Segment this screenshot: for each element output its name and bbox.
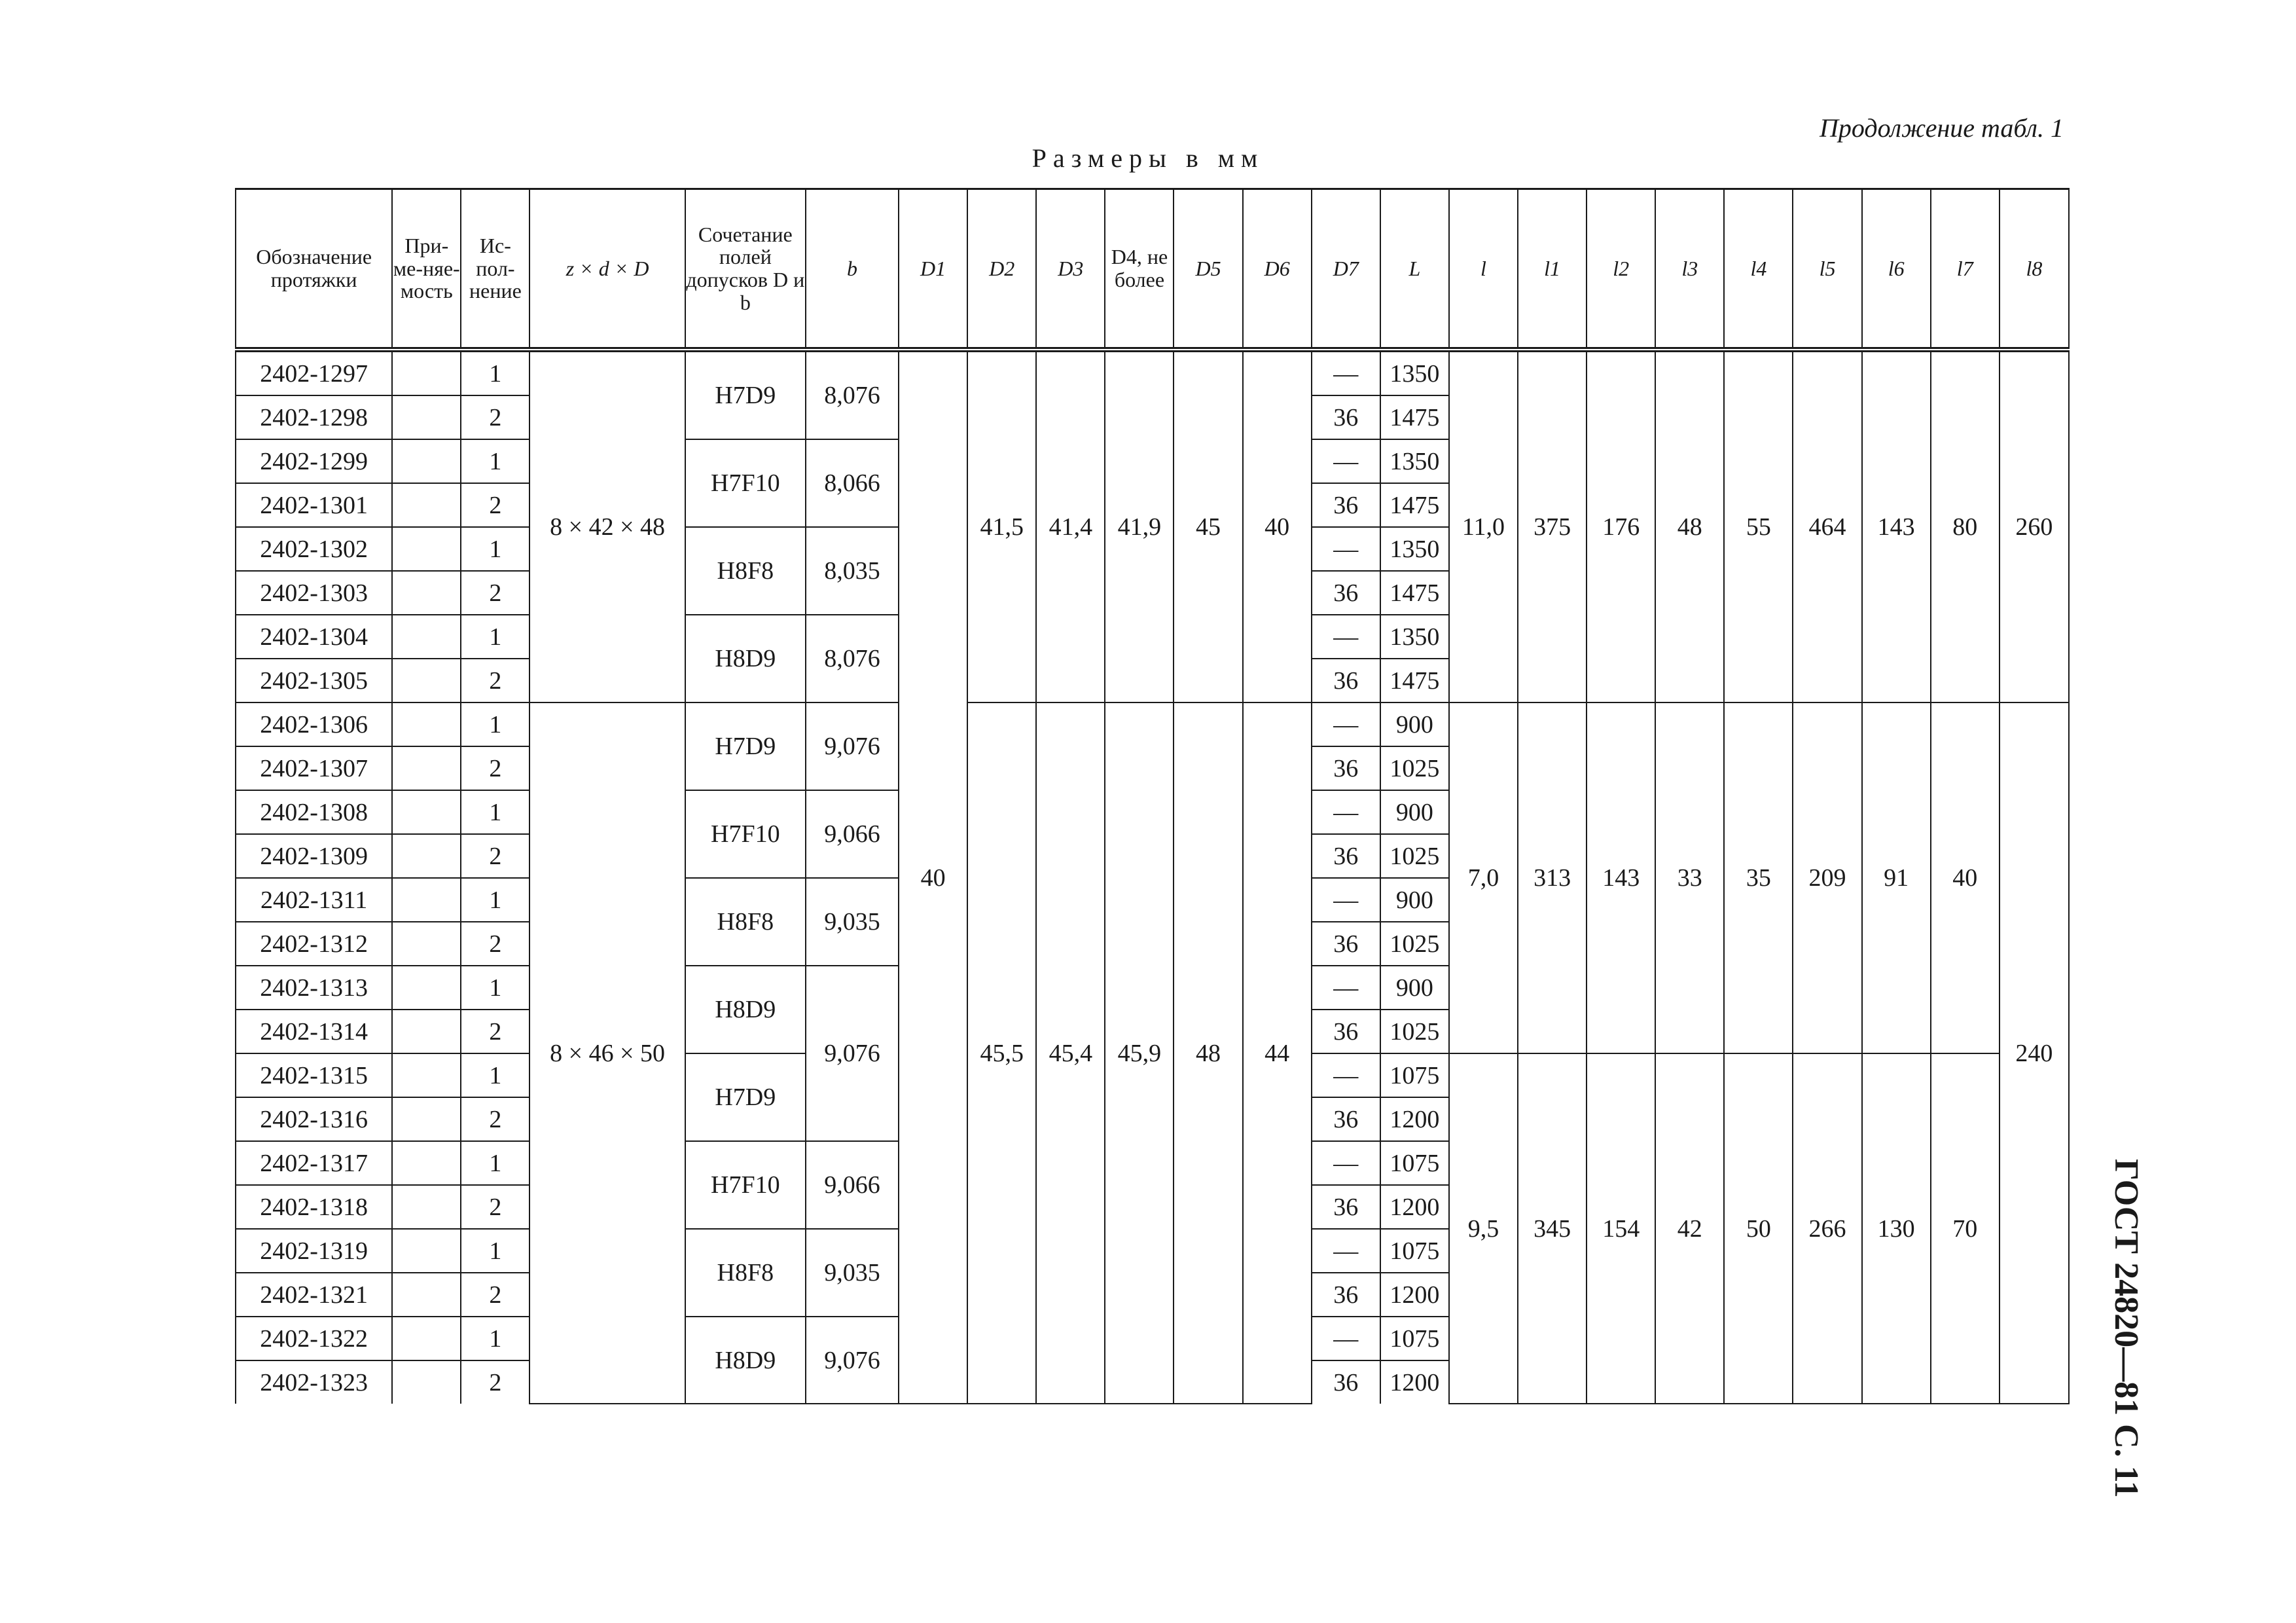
l2-cell: 176 [1587, 350, 1655, 702]
header-b: b [806, 189, 899, 350]
b-cell: 9,066 [806, 790, 899, 878]
designation-cell: 2402-1303 [236, 571, 392, 615]
applicability-cell [392, 922, 461, 966]
l6-cell: 91 [1862, 702, 1931, 1053]
L-cell: 1475 [1380, 483, 1449, 527]
l6-cell: 130 [1862, 1053, 1931, 1404]
b-cell: 9,066 [806, 1141, 899, 1229]
designation-cell: 2402-1299 [236, 439, 392, 483]
table-row [236, 350, 2069, 395]
tolerance-cell: H7D9 [685, 1053, 806, 1141]
D3-cell: 45,4 [1036, 702, 1105, 1404]
b-cell: 9,076 [806, 966, 899, 1141]
l3-cell: 48 [1655, 350, 1724, 702]
applicability-cell [392, 527, 461, 571]
l7-cell: 70 [1931, 1053, 2000, 1404]
execution-cell: 1 [461, 966, 529, 1010]
execution-cell: 2 [461, 834, 529, 878]
l1-cell: 375 [1518, 350, 1587, 702]
l6-cell: 143 [1862, 350, 1931, 702]
execution-cell: 1 [461, 350, 529, 395]
l5-cell: 266 [1793, 1053, 1861, 1404]
tolerance-cell: H7F10 [685, 790, 806, 878]
L-cell: 900 [1380, 878, 1449, 922]
execution-cell: 1 [461, 1141, 529, 1185]
designation-cell: 2402-1302 [236, 527, 392, 571]
l1-cell: 345 [1518, 1053, 1587, 1404]
b-cell: 9,076 [806, 702, 899, 790]
header-D5: D5 [1174, 189, 1242, 350]
designation-cell: 2402-1319 [236, 1229, 392, 1273]
L-cell: 1350 [1380, 439, 1449, 483]
designation-cell: 2402-1307 [236, 746, 392, 790]
l4-cell: 55 [1724, 350, 1793, 702]
execution-cell: 2 [461, 1185, 529, 1229]
D7-cell: — [1312, 878, 1380, 922]
tolerance-cell: H8D9 [685, 966, 806, 1053]
L-cell: 1025 [1380, 922, 1449, 966]
tolerance-cell: H7D9 [685, 350, 806, 439]
l5-cell: 209 [1793, 702, 1861, 1053]
designation-cell: 2402-1323 [236, 1360, 392, 1404]
D7-cell: — [1312, 439, 1380, 483]
header-l4: l4 [1724, 189, 1793, 350]
l2-cell: 154 [1587, 1053, 1655, 1404]
D7-cell: 36 [1312, 1360, 1380, 1404]
D7-cell: 36 [1312, 922, 1380, 966]
execution-cell: 1 [461, 1229, 529, 1273]
D4-cell: 41,9 [1105, 350, 1174, 702]
L-cell: 1075 [1380, 1053, 1449, 1097]
D7-cell: — [1312, 1053, 1380, 1097]
applicability-cell [392, 702, 461, 746]
applicability-cell [392, 615, 461, 659]
L-cell: 1475 [1380, 395, 1449, 439]
D7-cell: 36 [1312, 571, 1380, 615]
designation-cell: 2402-1311 [236, 878, 392, 922]
header-applicability: При-ме-няе-мость [392, 189, 461, 350]
D1-cell: 40 [899, 350, 967, 1404]
l7-cell: 40 [1931, 702, 2000, 1053]
L-cell: 1200 [1380, 1097, 1449, 1141]
execution-cell: 2 [461, 659, 529, 702]
execution-cell: 1 [461, 615, 529, 659]
L-cell: 1475 [1380, 659, 1449, 702]
designation-cell: 2402-1315 [236, 1053, 392, 1097]
D2-cell: 41,5 [967, 350, 1036, 702]
header-l5: l5 [1793, 189, 1861, 350]
applicability-cell [392, 395, 461, 439]
applicability-cell [392, 1097, 461, 1141]
D7-cell: — [1312, 1317, 1380, 1360]
header-l1: l1 [1518, 189, 1587, 350]
D7-cell: — [1312, 702, 1380, 746]
header-D4: D4, не более [1105, 189, 1174, 350]
applicability-cell [392, 1317, 461, 1360]
D7-cell: — [1312, 527, 1380, 571]
applicability-cell [392, 571, 461, 615]
D7-cell: 36 [1312, 659, 1380, 702]
execution-cell: 1 [461, 527, 529, 571]
header-l: l [1449, 189, 1518, 350]
L-cell: 1075 [1380, 1229, 1449, 1273]
D7-cell: — [1312, 1229, 1380, 1273]
l3-cell: 33 [1655, 702, 1724, 1053]
applicability-cell [392, 966, 461, 1010]
L-cell: 1350 [1380, 350, 1449, 395]
applicability-cell [392, 483, 461, 527]
tolerance-cell: H7F10 [685, 439, 806, 527]
designation-cell: 2402-1306 [236, 702, 392, 746]
b-cell: 8,076 [806, 350, 899, 439]
execution-cell: 1 [461, 1317, 529, 1360]
execution-cell: 1 [461, 878, 529, 922]
designation-cell: 2402-1318 [236, 1185, 392, 1229]
applicability-cell [392, 350, 461, 395]
header-l7: l7 [1931, 189, 2000, 350]
l-cell: 7,0 [1449, 702, 1518, 1053]
tolerance-cell: H7F10 [685, 1141, 806, 1229]
b-cell: 9,035 [806, 1229, 899, 1317]
header-D7: D7 [1312, 189, 1380, 350]
applicability-cell [392, 659, 461, 702]
header-designation: Обозначение протяжки [236, 189, 392, 350]
applicability-cell [392, 834, 461, 878]
applicability-cell [392, 1010, 461, 1053]
D7-cell: 36 [1312, 746, 1380, 790]
execution-cell: 2 [461, 483, 529, 527]
l2-cell: 143 [1587, 702, 1655, 1053]
L-cell: 1025 [1380, 834, 1449, 878]
header-D2: D2 [967, 189, 1036, 350]
designation-cell: 2402-1322 [236, 1317, 392, 1360]
D7-cell: 36 [1312, 1097, 1380, 1141]
execution-cell: 2 [461, 922, 529, 966]
applicability-cell [392, 790, 461, 834]
D7-cell: — [1312, 350, 1380, 395]
tolerance-cell: H8F8 [685, 878, 806, 966]
zdD-cell: 8 × 46 × 50 [529, 702, 685, 1404]
D7-cell: 36 [1312, 483, 1380, 527]
l5-cell: 464 [1793, 350, 1861, 702]
D7-cell: 36 [1312, 1185, 1380, 1229]
tolerance-cell: H8F8 [685, 1229, 806, 1317]
designation-cell: 2402-1308 [236, 790, 392, 834]
b-cell: 9,076 [806, 1317, 899, 1404]
L-cell: 1350 [1380, 527, 1449, 571]
D7-cell: — [1312, 790, 1380, 834]
execution-cell: 1 [461, 702, 529, 746]
header-l3: l3 [1655, 189, 1724, 350]
broach-dimensions-table [235, 188, 2070, 1404]
header-D6: D6 [1243, 189, 1312, 350]
header-zdD: z × d × D [529, 189, 685, 350]
designation-cell: 2402-1309 [236, 834, 392, 878]
L-cell: 1200 [1380, 1185, 1449, 1229]
b-cell: 8,076 [806, 615, 899, 702]
applicability-cell [392, 878, 461, 922]
designation-cell: 2402-1304 [236, 615, 392, 659]
l-cell: 9,5 [1449, 1053, 1518, 1404]
designation-cell: 2402-1297 [236, 350, 392, 395]
D5-cell: 48 [1174, 702, 1242, 1404]
header-l8: l8 [2000, 189, 2069, 350]
header-l2: l2 [1587, 189, 1655, 350]
l8-cell: 260 [2000, 350, 2069, 702]
L-cell: 1350 [1380, 615, 1449, 659]
designation-cell: 2402-1316 [236, 1097, 392, 1141]
standard-page-label: ГОСТ 24820—81 С. 11 [2108, 1159, 2145, 1498]
continuation-note: Продолжение табл. 1 [1819, 113, 2064, 143]
D5-cell: 45 [1174, 350, 1242, 702]
D7-cell: 36 [1312, 1273, 1380, 1317]
designation-cell: 2402-1298 [236, 395, 392, 439]
D7-cell: 36 [1312, 1010, 1380, 1053]
applicability-cell [392, 746, 461, 790]
l1-cell: 313 [1518, 702, 1587, 1053]
header-D1: D1 [899, 189, 967, 350]
header-execution: Ис-пол-нение [461, 189, 529, 350]
D7-cell: 36 [1312, 834, 1380, 878]
D7-cell: — [1312, 1141, 1380, 1185]
D4-cell: 45,9 [1105, 702, 1174, 1404]
b-cell: 8,035 [806, 527, 899, 615]
L-cell: 1475 [1380, 571, 1449, 615]
l3-cell: 42 [1655, 1053, 1724, 1404]
execution-cell: 2 [461, 1097, 529, 1141]
execution-cell: 1 [461, 1053, 529, 1097]
L-cell: 1025 [1380, 1010, 1449, 1053]
D6-cell: 44 [1243, 702, 1312, 1404]
tolerance-cell: H8D9 [685, 1317, 806, 1404]
L-cell: 1075 [1380, 1317, 1449, 1360]
execution-cell: 2 [461, 571, 529, 615]
l7-cell: 80 [1931, 350, 2000, 702]
L-cell: 1075 [1380, 1141, 1449, 1185]
execution-cell: 1 [461, 790, 529, 834]
header-L: L [1380, 189, 1449, 350]
header-l6: l6 [1862, 189, 1931, 350]
tolerance-cell: H8D9 [685, 615, 806, 702]
designation-cell: 2402-1314 [236, 1010, 392, 1053]
D3-cell: 41,4 [1036, 350, 1105, 702]
b-cell: 8,066 [806, 439, 899, 527]
header-D3: D3 [1036, 189, 1105, 350]
D7-cell: — [1312, 966, 1380, 1010]
L-cell: 1200 [1380, 1360, 1449, 1404]
applicability-cell [392, 1273, 461, 1317]
execution-cell: 2 [461, 1010, 529, 1053]
execution-cell: 1 [461, 439, 529, 483]
execution-cell: 2 [461, 1360, 529, 1404]
table-header-row [236, 189, 2069, 350]
L-cell: 900 [1380, 790, 1449, 834]
l4-cell: 35 [1724, 702, 1793, 1053]
D7-cell: — [1312, 615, 1380, 659]
zdD-cell: 8 × 42 × 48 [529, 350, 685, 702]
execution-cell: 2 [461, 395, 529, 439]
tolerance-cell: H8F8 [685, 527, 806, 615]
designation-cell: 2402-1305 [236, 659, 392, 702]
designation-cell: 2402-1312 [236, 922, 392, 966]
L-cell: 1025 [1380, 746, 1449, 790]
applicability-cell [392, 1053, 461, 1097]
D6-cell: 40 [1243, 350, 1312, 702]
applicability-cell [392, 1229, 461, 1273]
L-cell: 900 [1380, 966, 1449, 1010]
D7-cell: 36 [1312, 395, 1380, 439]
designation-cell: 2402-1301 [236, 483, 392, 527]
applicability-cell [392, 1360, 461, 1404]
units-caption: Размеры в мм [1031, 143, 1265, 173]
D2-cell: 45,5 [967, 702, 1036, 1404]
applicability-cell [392, 1141, 461, 1185]
l4-cell: 50 [1724, 1053, 1793, 1404]
applicability-cell [392, 1185, 461, 1229]
b-cell: 9,035 [806, 878, 899, 966]
tolerance-cell: H7D9 [685, 702, 806, 790]
table-row [236, 702, 2069, 746]
L-cell: 900 [1380, 702, 1449, 746]
l-cell: 11,0 [1449, 350, 1518, 702]
designation-cell: 2402-1313 [236, 966, 392, 1010]
l8-cell: 240 [2000, 702, 2069, 1404]
applicability-cell [392, 439, 461, 483]
designation-cell: 2402-1321 [236, 1273, 392, 1317]
L-cell: 1200 [1380, 1273, 1449, 1317]
execution-cell: 2 [461, 746, 529, 790]
designation-cell: 2402-1317 [236, 1141, 392, 1185]
header-tolerance: Сочетание полей допусков D и b [685, 189, 806, 350]
execution-cell: 2 [461, 1273, 529, 1317]
